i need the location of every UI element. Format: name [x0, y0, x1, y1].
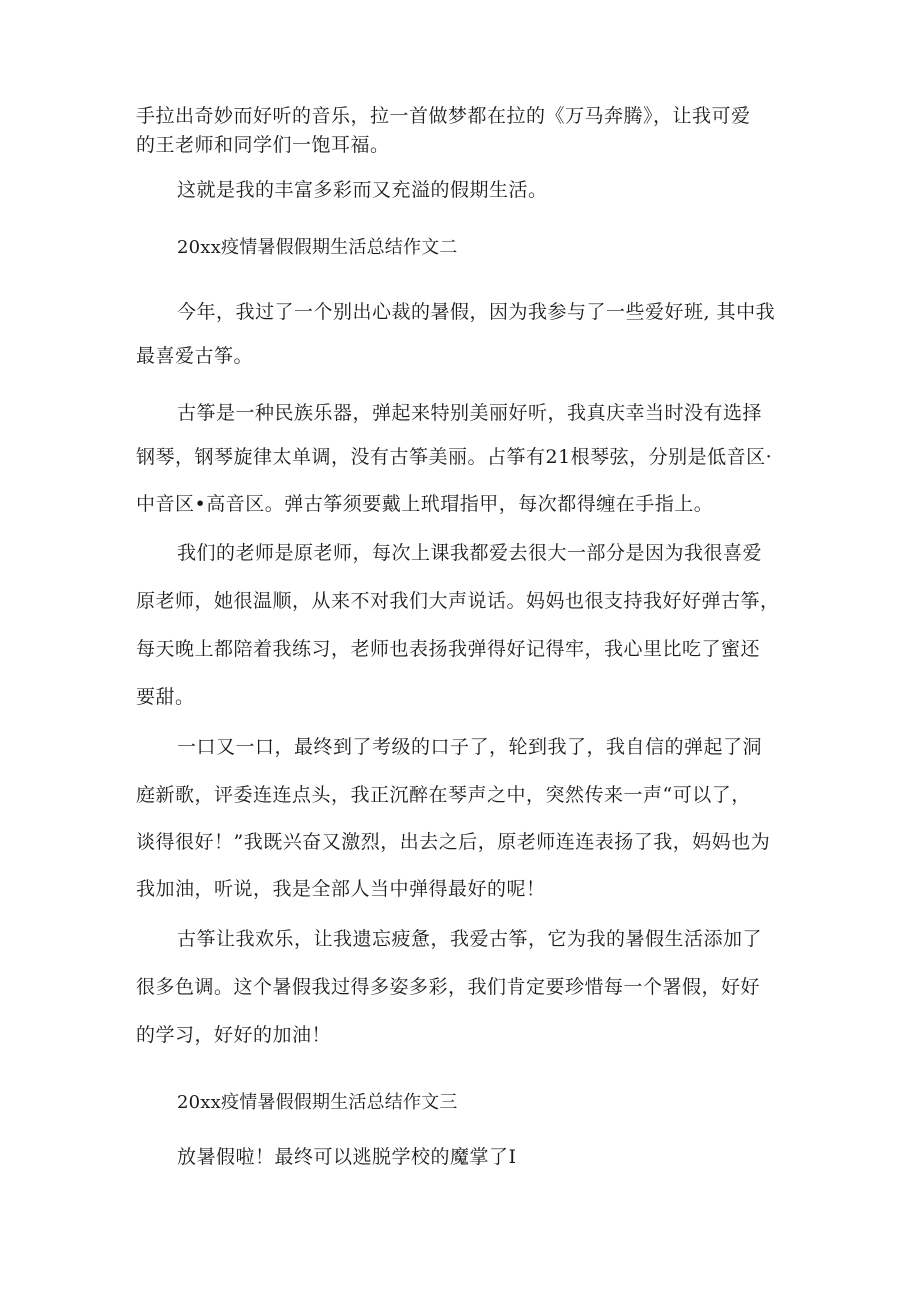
text-line: 我们的老师是原老师，每次上课我都爱去很大一部分是因为我很喜爱: [177, 542, 763, 564]
text-line: 原老师，她很温顺，从来不对我们大声说话。妈妈也很支持我好好弹古筝，: [136, 590, 780, 612]
text-line: 的王老师和同学们一饱耳福。: [136, 134, 390, 156]
text-line: 谈得很好！”我既兴奋又激烈，出去之后，原老师连连表扬了我，妈妈也为: [136, 831, 771, 853]
text-line: 放暑假啦！最终可以逃脱学校的魔掌了I: [177, 1146, 517, 1168]
section-heading-2: 20xx疫情暑假假期生活总结作文二: [177, 237, 458, 258]
text-line: 最喜爱古筝。: [136, 345, 254, 367]
text-line: 手拉出奇妙而好听的音乐，拉一首做梦都在拉的《万马奔腾》，让我可爱: [136, 105, 751, 127]
text-line: 的学习，好好的加油！: [136, 1024, 332, 1046]
text-line: 今年，我过了一个别出心裁的暑假，因为我参与了一些爱好班, 其中我: [177, 301, 776, 323]
text-line: 钢琴，钢琴旋律太单调，没有古筝美丽。占筝有21根琴弦，分别是低音区·: [136, 446, 773, 468]
text-line: 很多色调。这个暑假我过得多姿多彩，我们肯定要珍惜每一个署假，好好: [136, 976, 761, 998]
text-line: 要甜。: [136, 686, 195, 708]
text-line: 古筝是一种民族乐器，弹起来特别美丽好听，我真庆幸当时没有选择: [177, 402, 763, 424]
text-line: 每天晚上都陪着我练习，老师也表扬我弹得好记得牢，我心里比吃了蜜还: [136, 638, 761, 660]
text-line: 古筝让我欢乐，让我遗忘疲惫，我爱古筝，它为我的暑假生活添加了: [177, 928, 763, 950]
text-line: 庭新歌，评委连连点头，我正沉醉在琴声之中，突然传来一声“可以了，: [136, 784, 751, 806]
text-line: 我加油，听说，我是全部人当中弹得最好的呢！: [136, 878, 546, 900]
text-line: 这就是我的丰富多彩而又充溢的假期生活。: [177, 179, 548, 201]
text-line: 一口又一口，最终到了考级的口子了，轮到我了，我自信的弹起了洞: [177, 736, 763, 758]
text-line: 中音区•高音区。弹古筝须要戴上玳瑁指甲，每次都得缠在手指上。: [136, 493, 714, 515]
section-heading-3: 20xx疫情暑假假期生活总结作文三: [177, 1092, 458, 1113]
